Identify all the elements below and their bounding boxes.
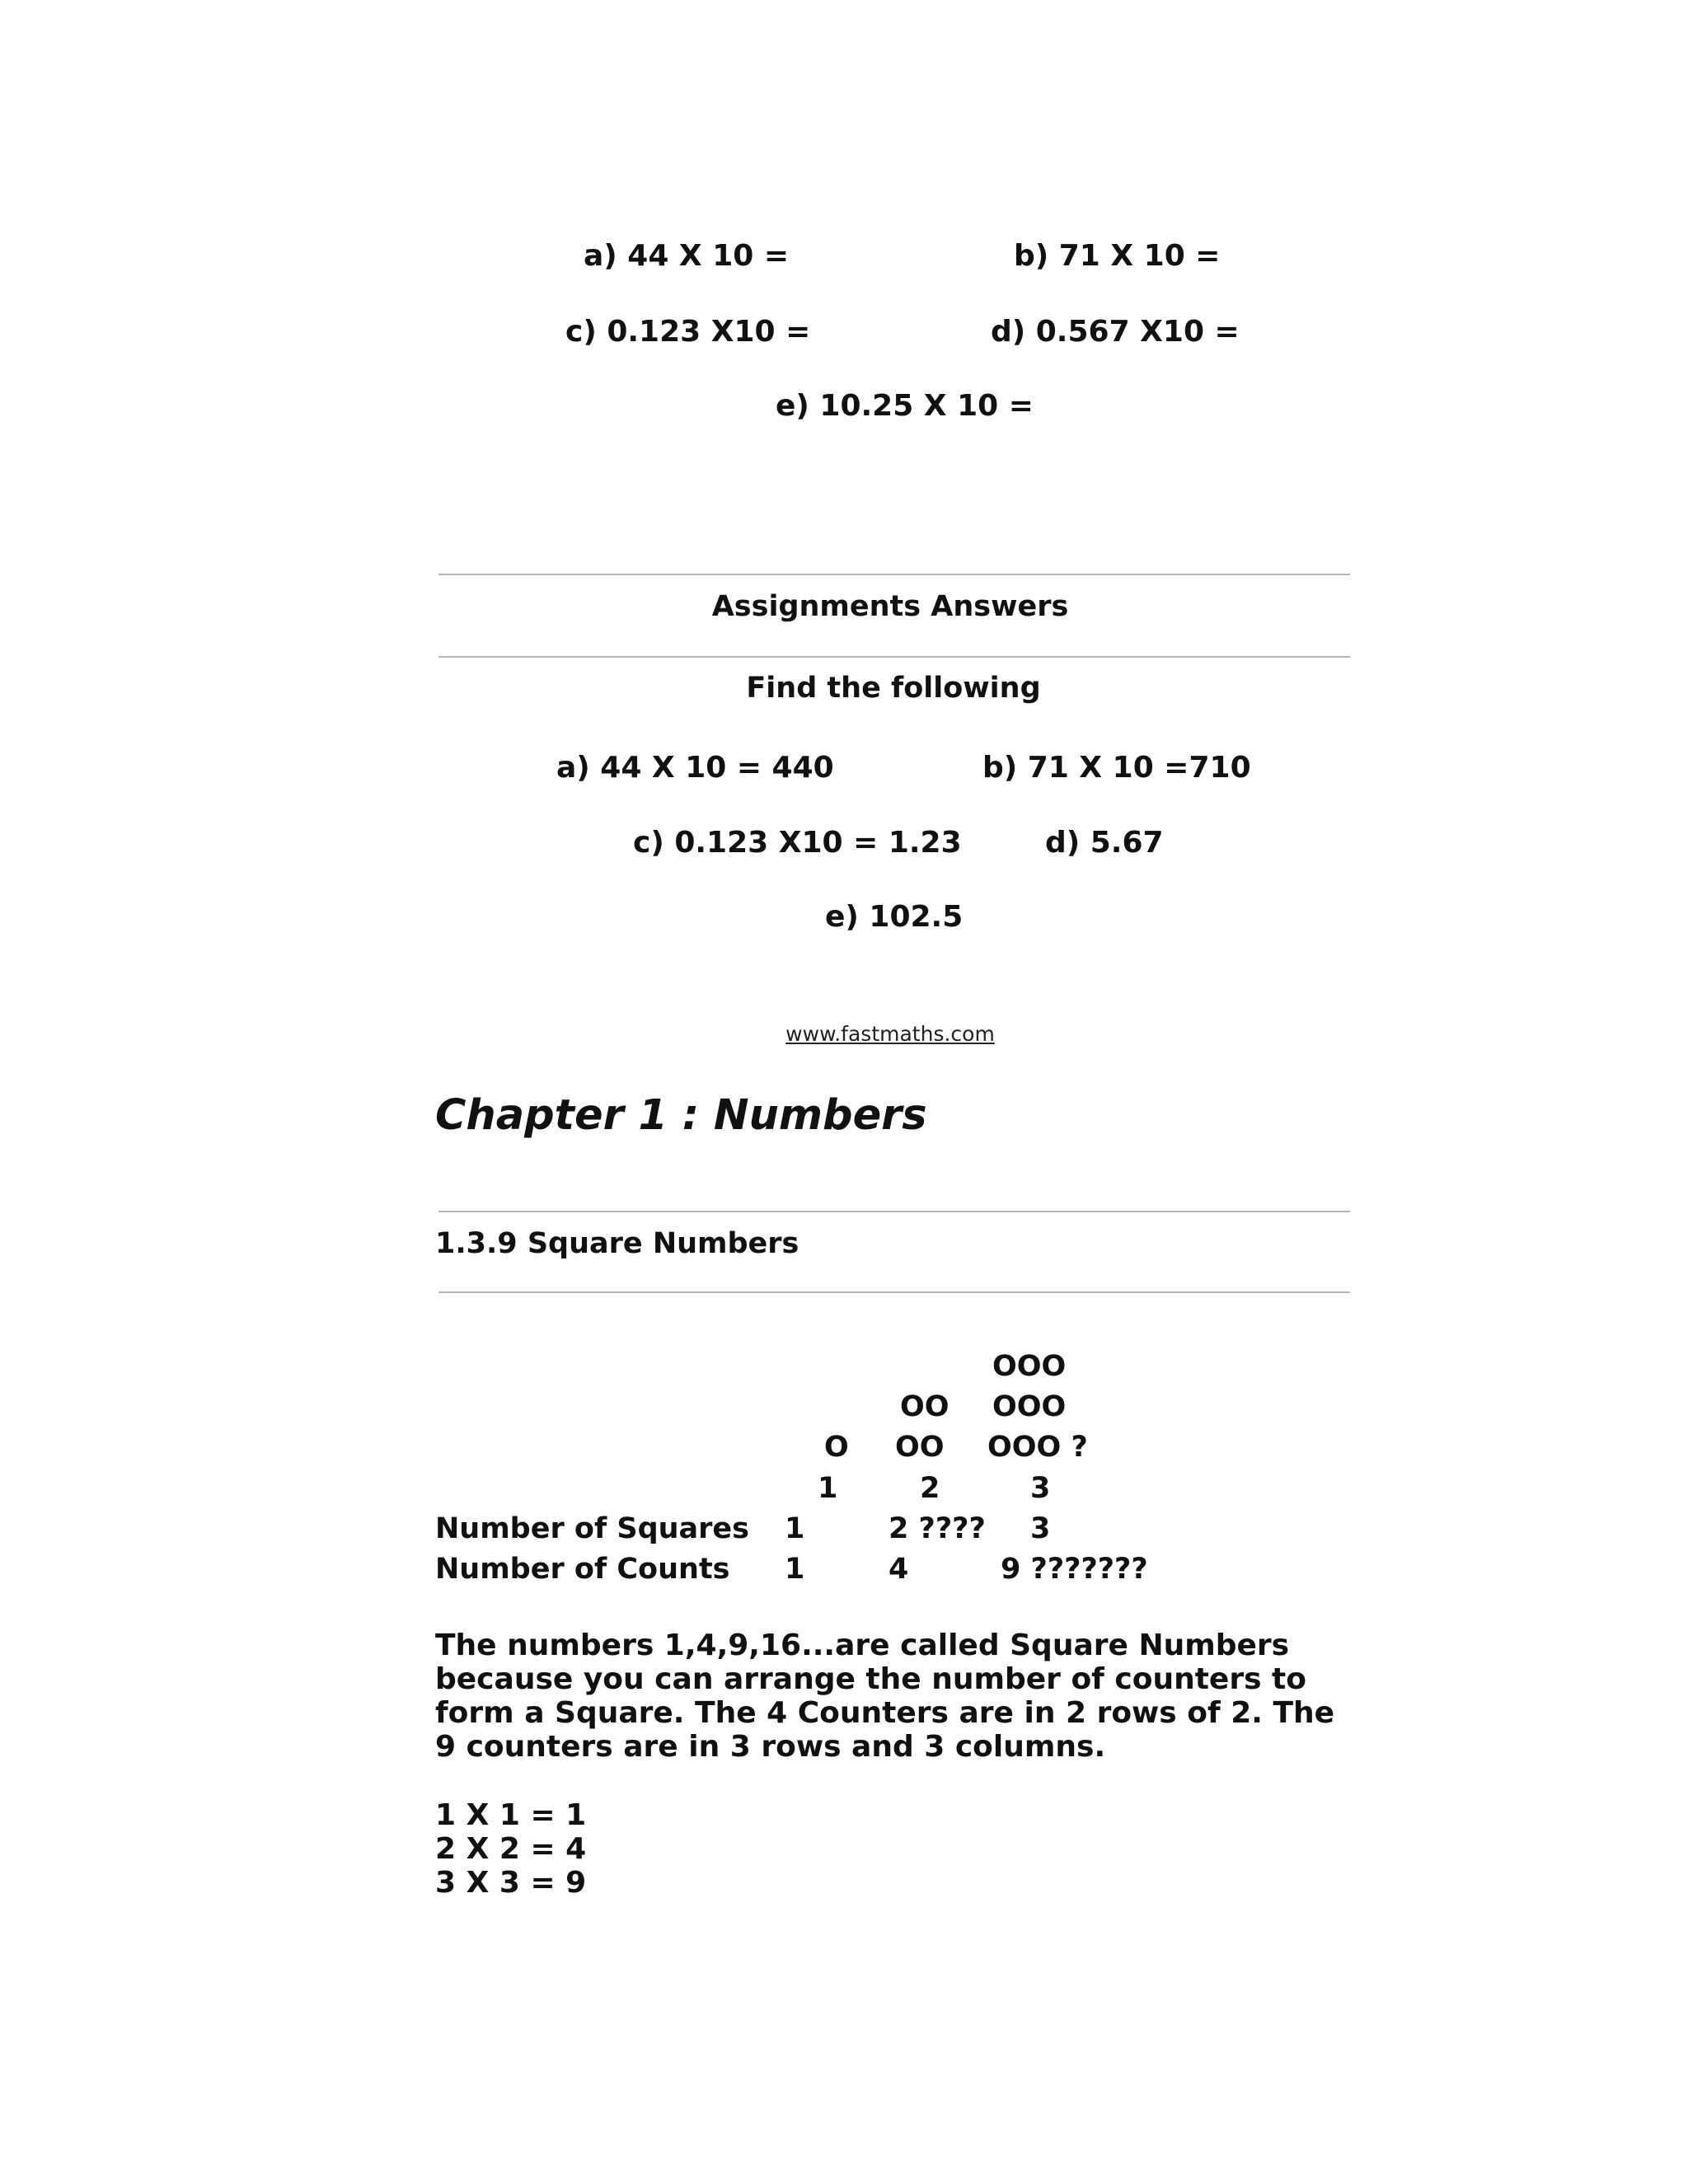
answers-subtitle: Find the following: [746, 672, 1041, 705]
fastmaths-link[interactable]: www.fastmaths.com: [785, 1022, 995, 1046]
squares-3: 3: [1030, 1512, 1051, 1545]
answer-d: d) 5.67: [1045, 826, 1164, 860]
exercise-d: d) 0.567 X10 =: [991, 315, 1240, 349]
answers-title: Assignments Answers: [711, 590, 1069, 623]
answer-b: b) 71 X 10 =710: [982, 751, 1251, 785]
counts-2: 4: [889, 1553, 909, 1586]
counts-3: 9 ???????: [1001, 1553, 1148, 1586]
counters-col2-row2: OO: [900, 1390, 950, 1423]
index-3: 3: [1030, 1472, 1051, 1505]
counters-col2-row3: OO: [895, 1431, 945, 1464]
divider-section-bottom: [438, 1291, 1350, 1293]
squares-1: 1: [785, 1512, 805, 1545]
counters-col3-row3: OOO ?: [987, 1431, 1088, 1464]
counters-col3-row2: OOO: [992, 1390, 1067, 1423]
divider-top: [438, 574, 1350, 575]
index-2: 2: [920, 1472, 940, 1505]
equation-3: 3 X 3 = 9: [435, 1866, 587, 1900]
exercise-e: e) 10.25 X 10 =: [776, 389, 1034, 423]
index-1: 1: [818, 1472, 838, 1505]
squares-2: 2 ????: [889, 1512, 986, 1545]
answer-a: a) 44 X 10 = 440: [556, 751, 834, 785]
exercise-a: a) 44 X 10 =: [584, 239, 789, 273]
counts-1: 1: [785, 1553, 805, 1586]
chapter-title: Chapter 1 : Numbers: [435, 1091, 927, 1140]
equation-2: 2 X 2 = 4: [435, 1832, 587, 1866]
section-title: 1.3.9 Square Numbers: [435, 1227, 799, 1260]
divider-section-top: [438, 1211, 1350, 1212]
equation-1: 1 X 1 = 1: [435, 1798, 587, 1832]
explanation-paragraph: The numbers 1,4,9,16...are called Square Numbers because you can arrange the number of counters to form a Square. The 4 Counters are in 2 rows of 2. The 9 counters are in 3 rows and 3 columns.: [435, 1629, 1335, 1764]
counters-col1-row3: O: [824, 1431, 849, 1464]
counters-col3-row1: OOO: [992, 1350, 1067, 1383]
squares-label: Number of Squares: [435, 1512, 750, 1545]
divider-middle: [438, 656, 1350, 658]
counts-label: Number of Counts: [435, 1553, 730, 1586]
answer-e: e) 102.5: [825, 900, 964, 934]
answer-c: c) 0.123 X10 = 1.23: [633, 826, 962, 860]
exercise-c: c) 0.123 X10 =: [565, 315, 811, 349]
exercise-b: b) 71 X 10 =: [1014, 239, 1221, 273]
